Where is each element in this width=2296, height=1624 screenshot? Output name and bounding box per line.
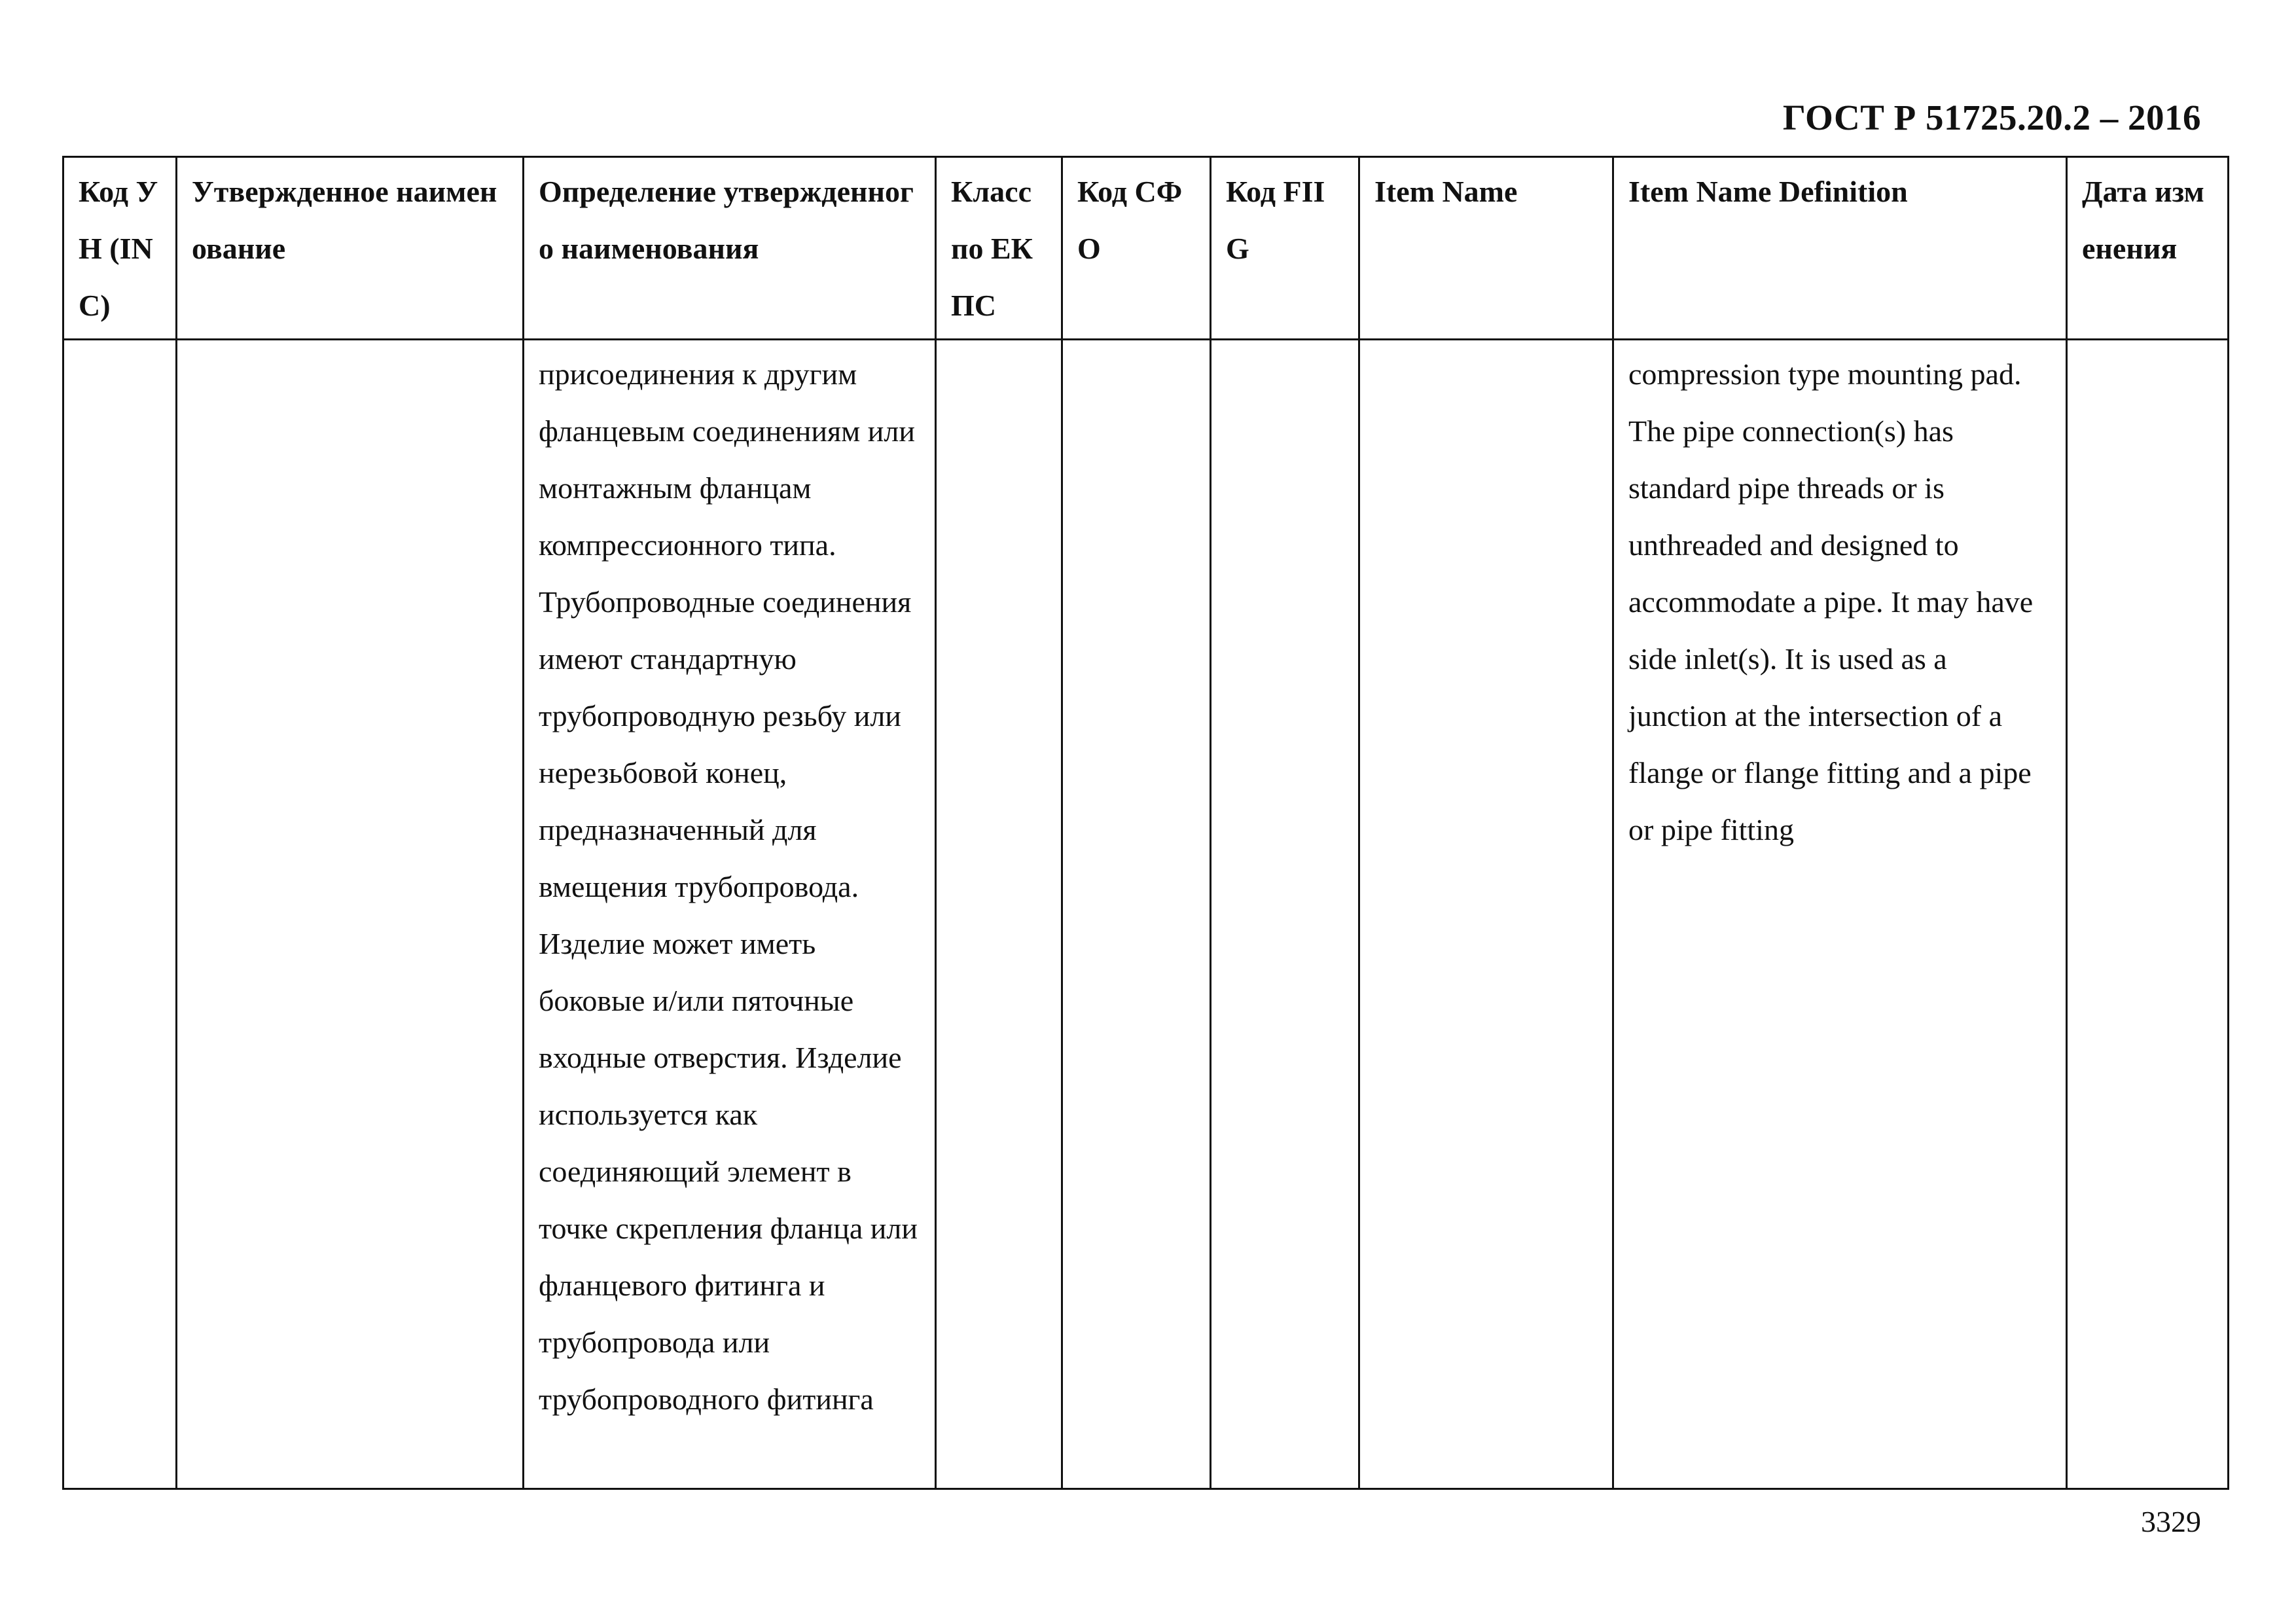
page-number: 3329 bbox=[2141, 1505, 2201, 1538]
cell-item-name-definition: compression type mounting pad. The pipe connection(s) has standard pipe threads or is unthreaded and designed to accommodate a pipe. It may have side inlet(s). It is used as a junction at the intersection of a flange or flange fitting and a pipe or pipe fitting bbox=[1613, 340, 2067, 1489]
header-fiig-code: Код FIIG bbox=[1211, 157, 1359, 340]
header-approved-name-definition: Определение утвержденного наименования bbox=[524, 157, 936, 340]
specification-table bbox=[62, 156, 2229, 1490]
cell-ekps-class bbox=[936, 340, 1062, 1489]
table-header-row bbox=[63, 157, 2229, 340]
cell-fiig-code bbox=[1211, 340, 1359, 1489]
header-item-name: Item Name bbox=[1359, 157, 1613, 340]
cell-inc-code bbox=[63, 340, 177, 1489]
header-item-name-definition: Item Name Definition bbox=[1613, 157, 2067, 340]
cell-sfo-code bbox=[1062, 340, 1211, 1489]
header-ekps-class: Класс по ЕКПС bbox=[936, 157, 1062, 340]
header-approved-name: Утвержденное наименование bbox=[177, 157, 524, 340]
cell-definition-ru: присоединения к другим фланцевым соединениям или монтажным фланцам компрессионного типа. Трубопроводные соединения имеют стандартную трубопроводную резьбу или нерезьбовой конец, предназначенный для вмещения трубопровода. Изделие может иметь боковые и/или пяточные входные отверстия. Изделие используется как соединяющий элемент в точке скрепления фланца или фланцевого фитинга и трубопровода или трубопроводного фитинга bbox=[524, 340, 936, 1489]
header-sfo-code: Код СФО bbox=[1062, 157, 1211, 340]
cell-approved-name bbox=[177, 340, 524, 1489]
cell-item-name bbox=[1359, 340, 1613, 1489]
table-row bbox=[63, 340, 2229, 1489]
header-inc-code: Код УН (INC) bbox=[63, 157, 177, 340]
header-change-date: Дата изменения bbox=[2067, 157, 2229, 340]
cell-change-date bbox=[2067, 340, 2229, 1489]
document-standard-header: ГОСТ Р 51725.20.2 – 2016 bbox=[1782, 98, 2201, 137]
